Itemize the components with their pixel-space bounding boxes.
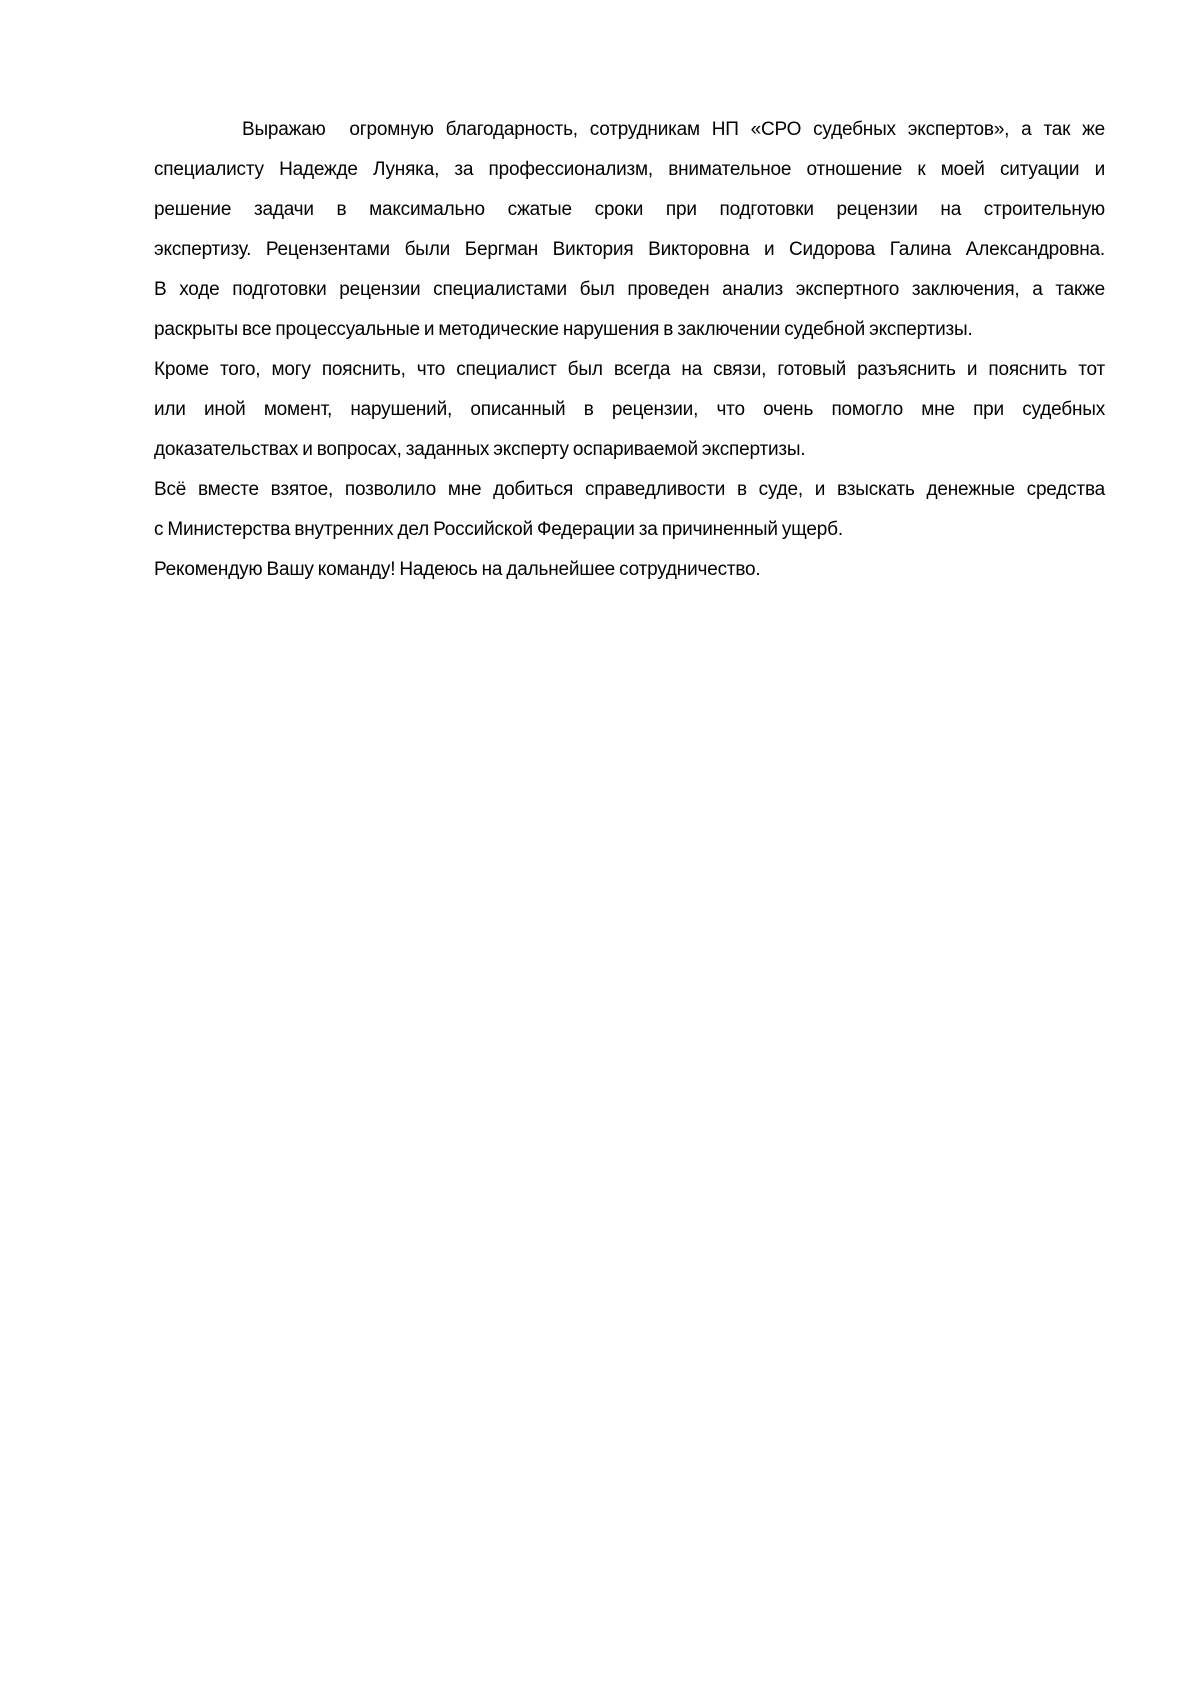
text-line: Выражаю огромную благодарность, сотрудникам НП «СРО судебных экспертов», а так же: [242, 119, 1105, 140]
text-line: решение задачи в максимально сжатые сроки при подготовки рецензии на строительную: [154, 199, 1105, 220]
text-line: Всё вместе взятое, позволило мне добиться справедливости в суде, и взыскать денежные средства: [154, 479, 1105, 500]
text-line: или иной момент, нарушений, описанный в рецензии, что очень помогло мне при судебных: [154, 399, 1105, 420]
text-line: специалисту Надежде Луняка, за профессионализм, внимательное отношение к моей ситуации и: [154, 159, 1105, 180]
text-line: раскрыты все процессуальные и методические нарушения в заключении судебной экспертизы.: [154, 319, 973, 340]
text-line: Рекомендую Вашу команду! Надеюсь на дальнейшее сотрудничество.: [154, 559, 761, 580]
text-line: экспертизу. Рецензентами были Бергман Виктория Викторовна и Сидорова Галина Александровна.: [154, 239, 1105, 260]
testimonial-text: [154, 110, 1105, 590]
text-line: В ходе подготовки рецензии специалистами был проведен анализ экспертного заключения, а также: [154, 279, 1105, 300]
text-line: Кроме того, могу пояснить, что специалист был всегда на связи, готовый разъяснить и пояснить тот: [154, 359, 1105, 380]
text-line: с Министерства внутренних дел Российской Федерации за причиненный ущерб.: [154, 519, 843, 540]
text-line: доказательствах и вопросах, заданных эксперту оспариваемой экспертизы.: [154, 439, 806, 460]
